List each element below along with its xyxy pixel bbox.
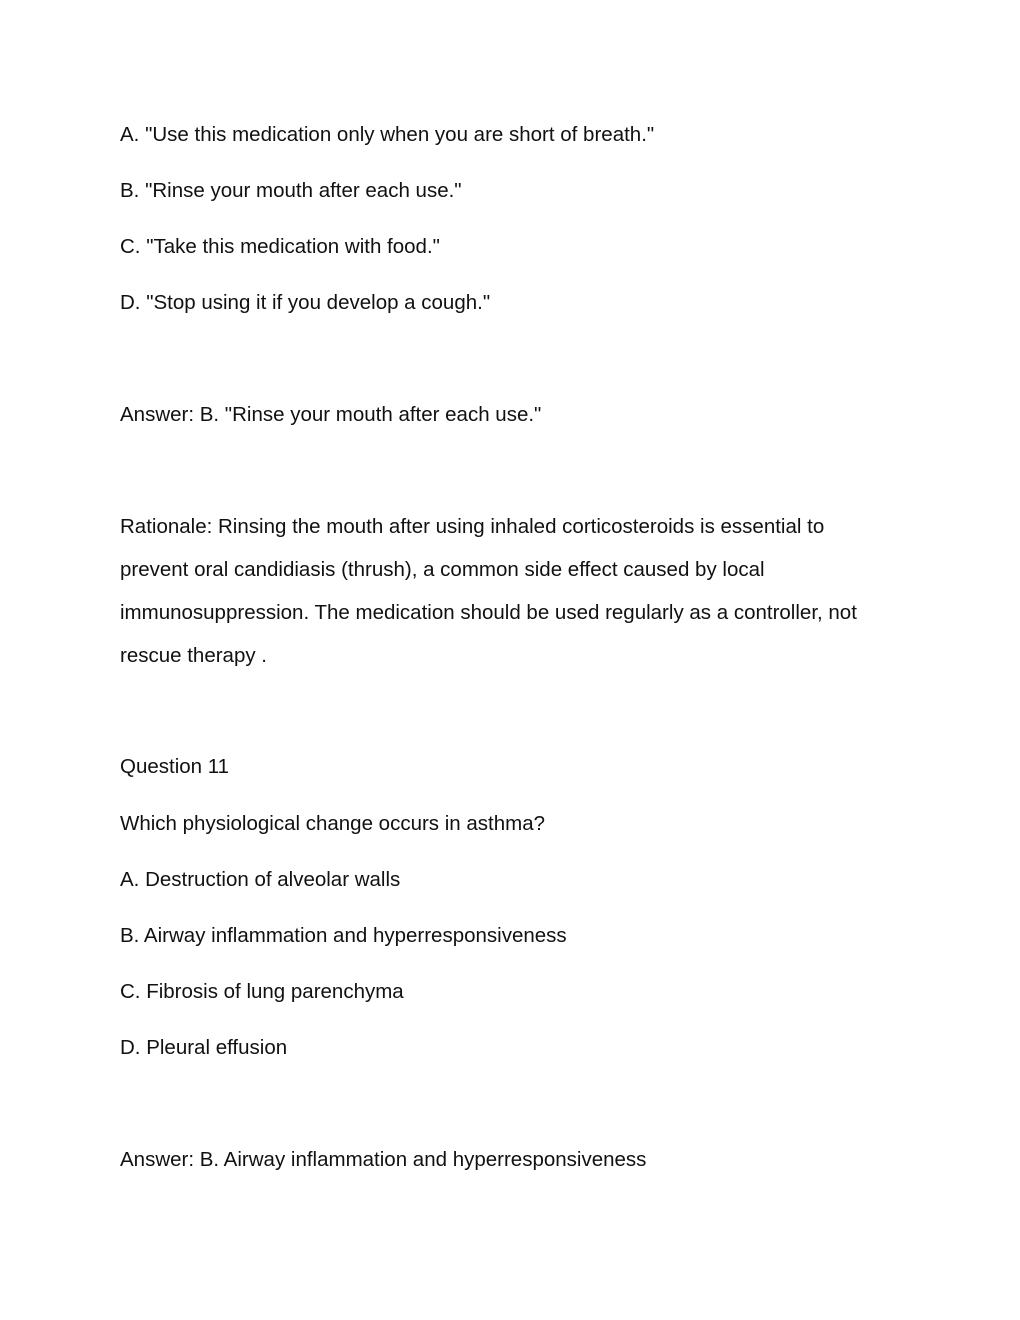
q10-option-c: C. "Take this medication with food." [120, 235, 440, 258]
q11-option-b: B. Airway inflammation and hyperresponsiveness [120, 924, 567, 947]
q11-option-d: D. Pleural effusion [120, 1036, 288, 1059]
q11-option-c: C. Fibrosis of lung parenchyma [120, 980, 404, 1003]
q10-option-b: B. "Rinse your mouth after each use." [120, 179, 462, 202]
q10-rationale-line: immunosuppression. The medication should be used regularly as a controller, not [120, 601, 857, 624]
question-heading: Question 11 [120, 755, 230, 778]
q10-option-a: A. "Use this medication only when you are short of breath." [120, 123, 655, 146]
q10-rationale-line: prevent oral candidiasis (thrush), a common side effect caused by local [120, 558, 765, 581]
q10-option-d: D. "Stop using it if you develop a cough." [120, 291, 491, 314]
q10-rationale-line: rescue therapy . [120, 644, 267, 667]
q11-option-a: A. Destruction of alveolar walls [120, 868, 401, 891]
question-text: Which physiological change occurs in asthma? [120, 812, 546, 835]
q10-answer: Answer: B. "Rinse your mouth after each use." [120, 403, 542, 426]
q10-rationale-line: Rationale: Rinsing the mouth after using inhaled corticosteroids is essential to [120, 515, 825, 538]
q11-answer: Answer: B. Airway inflammation and hyperresponsiveness [120, 1148, 647, 1171]
